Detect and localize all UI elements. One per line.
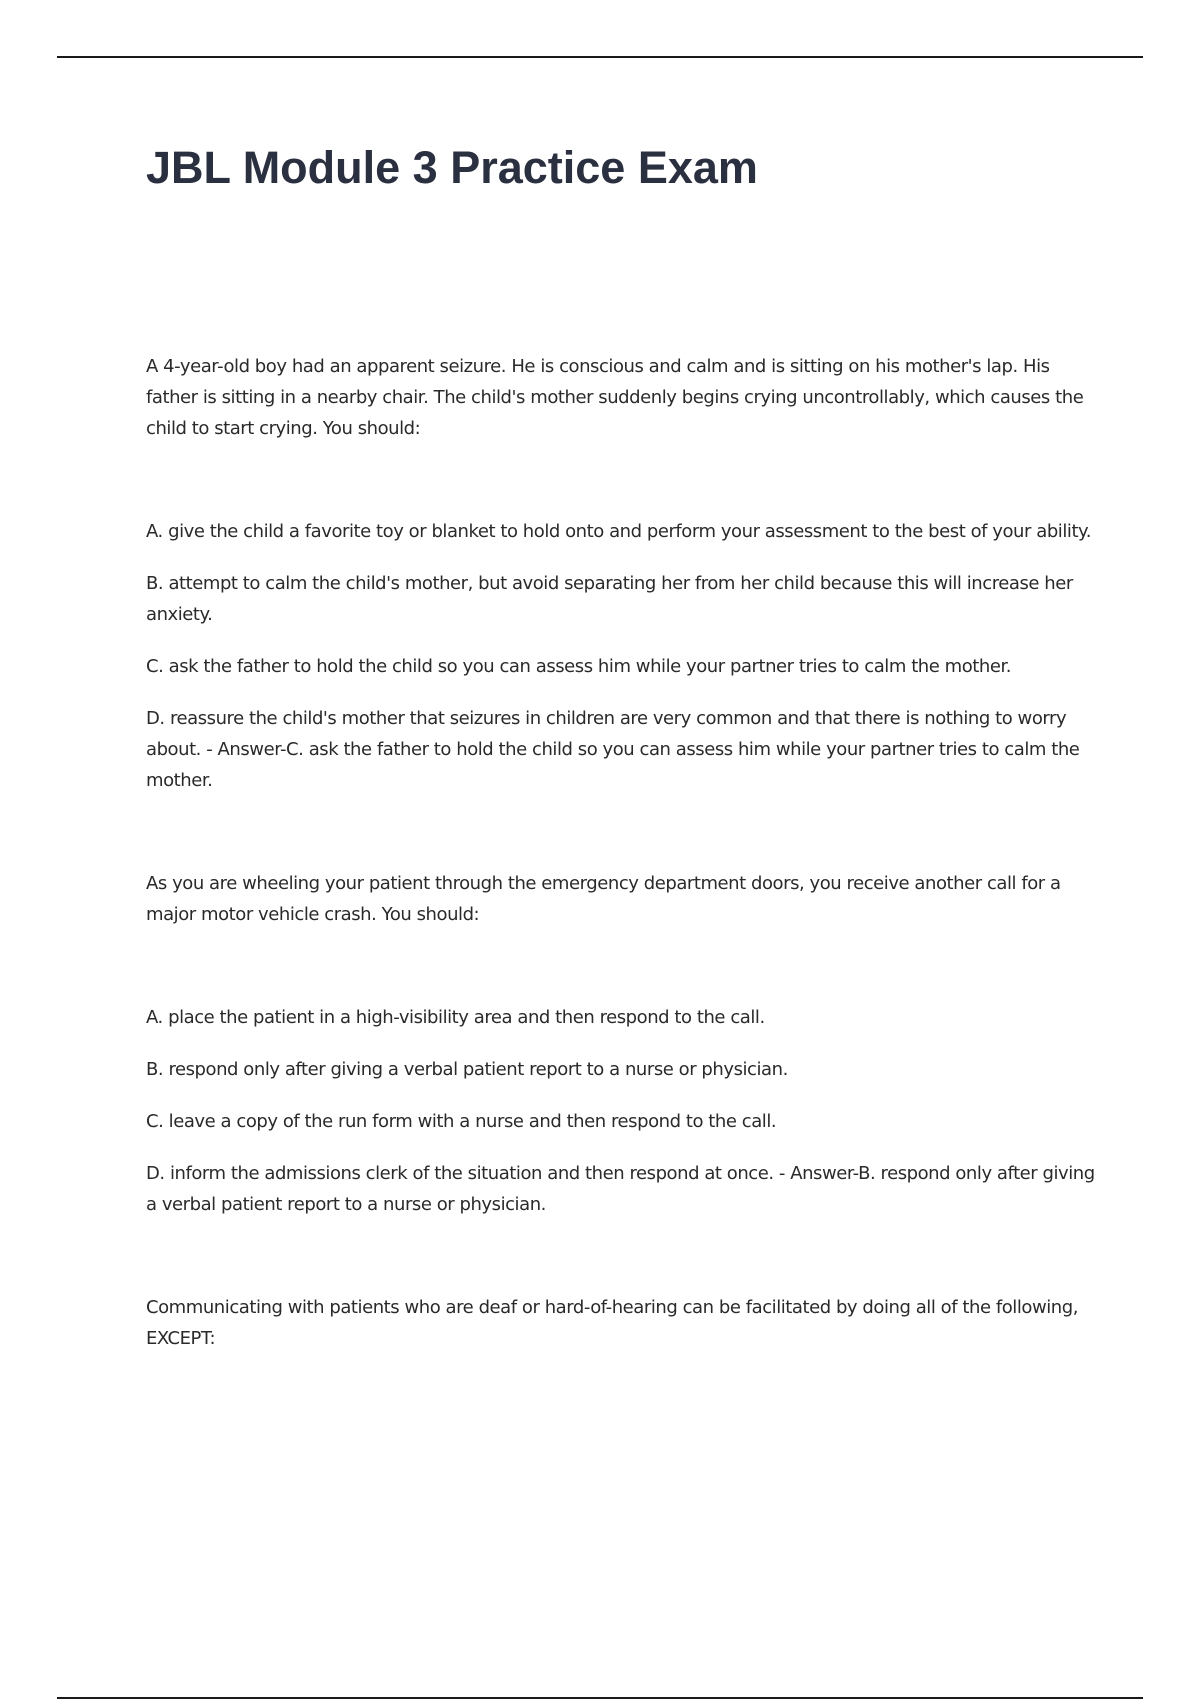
question-1-option-d-answer: D. reassure the child's mother that seizures in children are very common and that there is nothing to worry about. - Answer-C. ask the father to hold the child so you can assess him while your partner tries to calm the mother. [146,708,1080,791]
top-divider [57,56,1143,58]
bottom-divider [57,1697,1143,1699]
question-1-option-a: A. give the child a favorite toy or blanket to hold onto and perform your assessment to the best of your ability. [146,521,1091,542]
question-2-prompt: As you are wheeling your patient through the emergency department doors, you receive another call for a major motor vehicle crash. You should: [146,873,1061,925]
question-1-option-c: C. ask the father to hold the child so you can assess him while your partner tries to calm the mother. [146,656,1012,677]
question-2-option-d-answer: D. inform the admissions clerk of the situation and then respond at once. - Answer-B. respond only after giving a verbal patient report to a nurse or physician. [146,1163,1095,1215]
question-2-option-b: B. respond only after giving a verbal patient report to a nurse or physician. [146,1059,788,1080]
question-1-options [146,516,1096,796]
document-body [146,351,1096,1354]
question-2-option-a: A. place the patient in a high-visibility area and then respond to the call. [146,1007,765,1028]
question-2-option-c: C. leave a copy of the run form with a nurse and then respond to the call. [146,1111,777,1132]
question-2-options [146,1002,1096,1220]
question-1-prompt: A 4-year-old boy had an apparent seizure. He is conscious and calm and is sitting on his mother's lap. His father is sitting in a nearby chair. The child's mother suddenly begins crying uncontrollably, which causes the child to start crying. You should: [146,356,1084,439]
question-1-option-b: B. attempt to calm the child's mother, but avoid separating her from her child because this will increase her anxiety. [146,573,1073,625]
document-title: JBL Module 3 Practice Exam [146,142,758,193]
question-3-prompt: Communicating with patients who are deaf or hard-of-hearing can be facilitated by doing all of the following, EXCEPT: [146,1297,1078,1349]
